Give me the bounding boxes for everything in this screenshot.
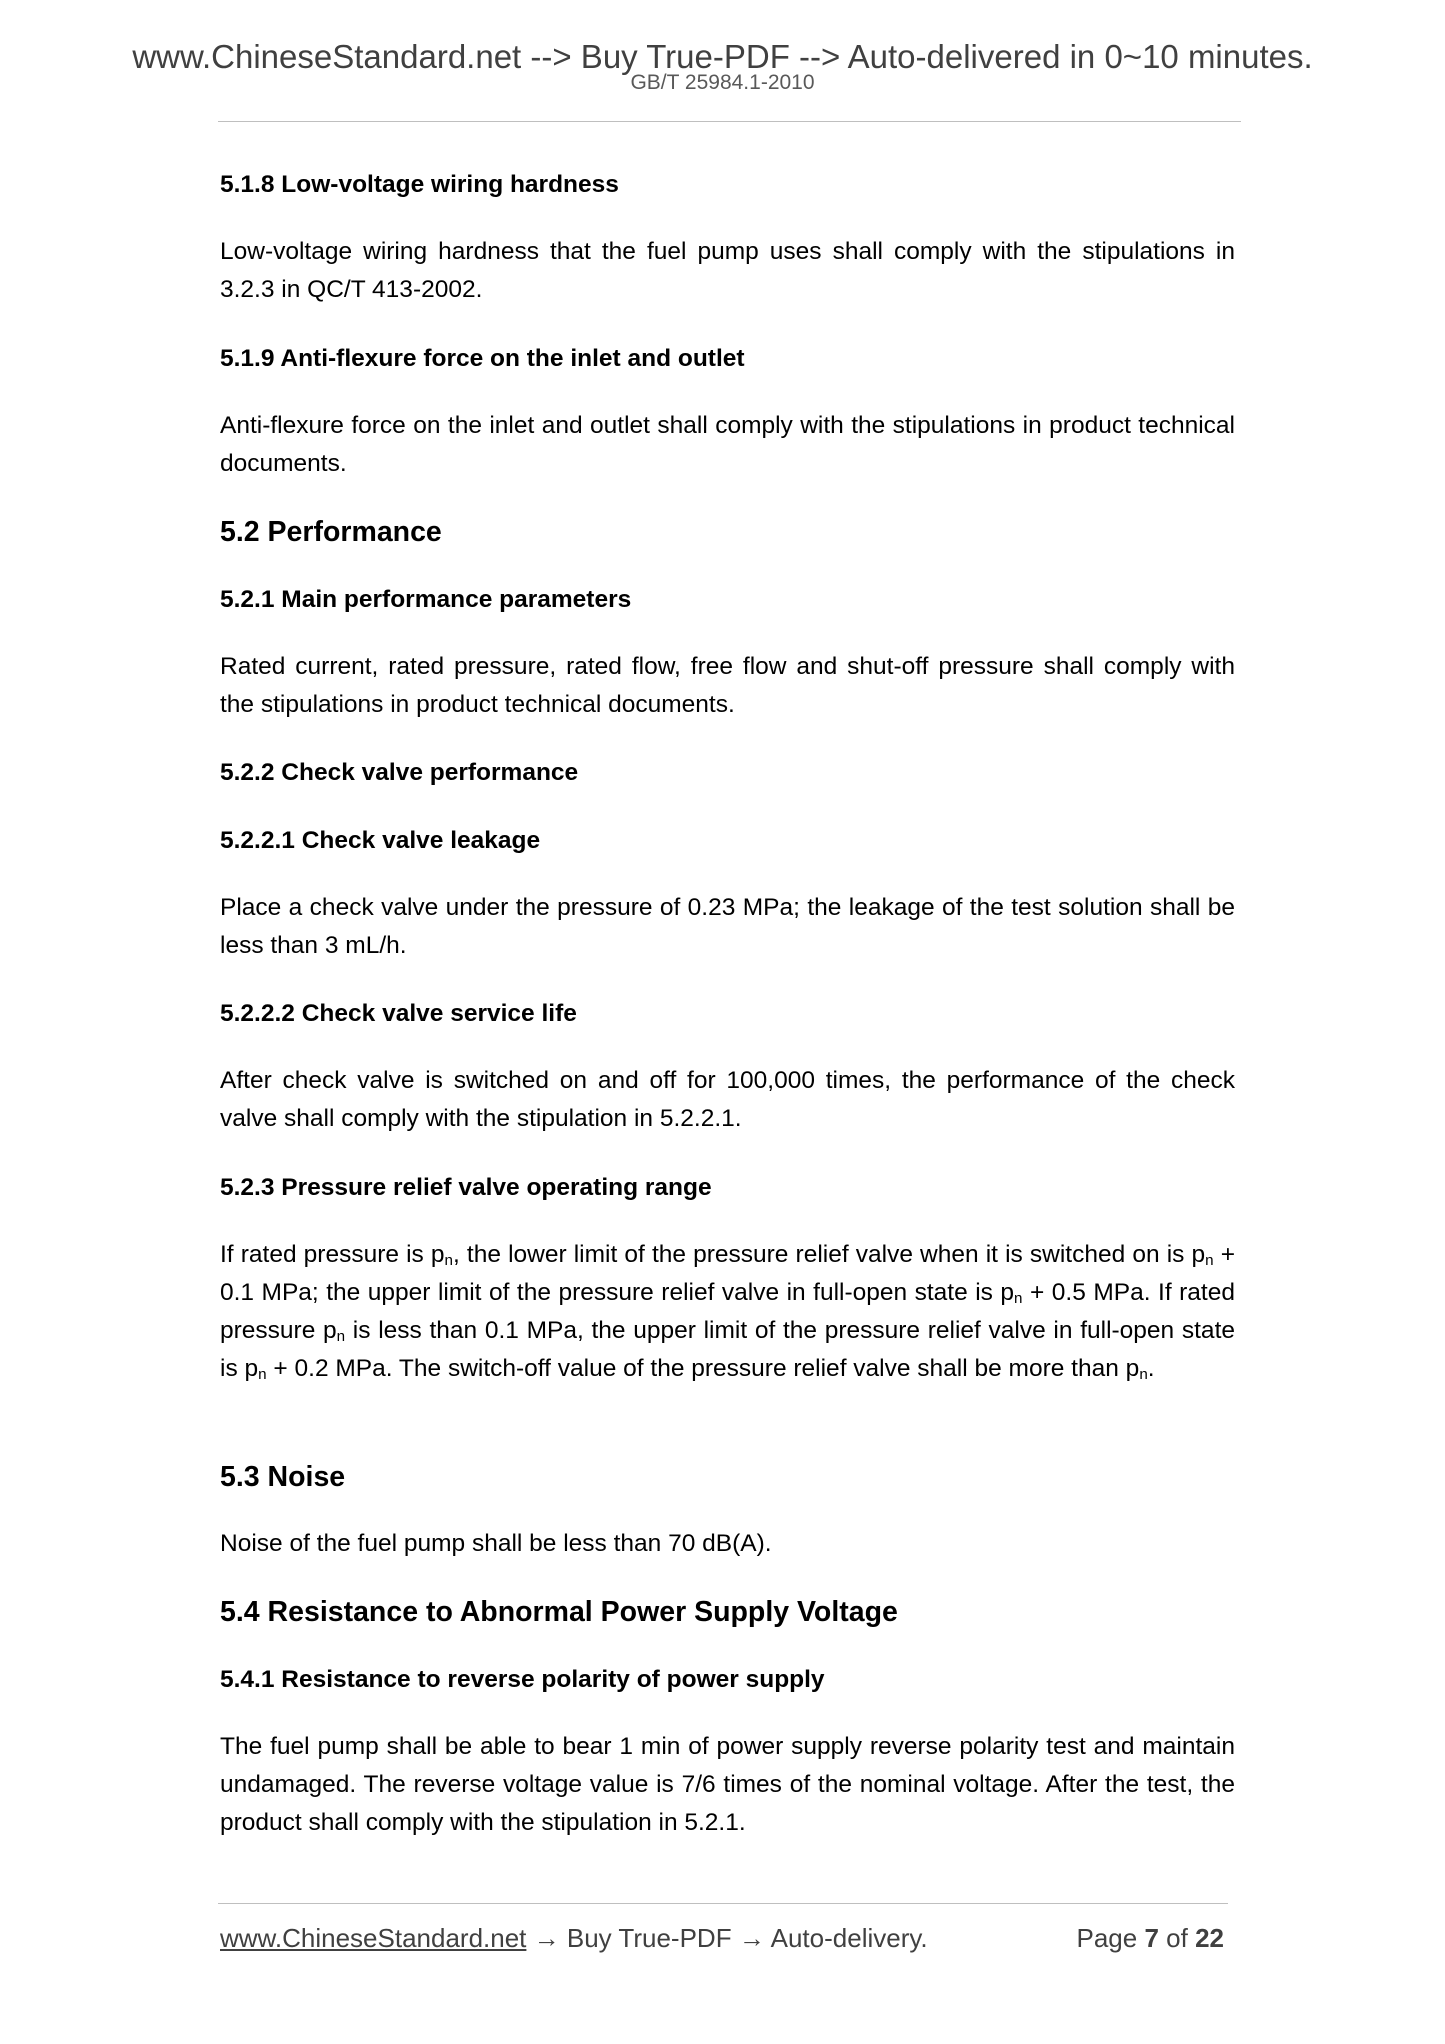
heading-5-2-2: 5.2.2 Check valve performance [220, 759, 579, 786]
paragraph-5-2-3: If rated pressure is $p_n$, the lower limit of the pressure relief valve when it is switched on is $p_n + 0.1$ MPa; the upper limit of the pressure relief valve in full-open state is $p_n + 0.5$ MPa. If rated pressure $p_n$ is less than 0.1 MPa, the upper limit of the pressure relief valve in full-open state is $p_n + 0.2$ MPa. The switch-off value of the pressure relief valve shall be more than $p_n$. [220, 1241, 1235, 1383]
page-number [1076, 1923, 1224, 1954]
paragraph-5-4-1: The fuel pump shall be able to bear 1 min of power supply reverse polarity test and maintain undamaged. The reverse voltage value is 7/6 times of the nominal voltage. After the test, the product shall comply with the stipulation in 5.2.1. [220, 1733, 1235, 1836]
paragraph-5-2-2-1: Place a check valve under the pressure of 0.23 MPa; the leakage of the test solution shall be less than 3 mL/h. [220, 894, 1235, 959]
page-current: 7 [1144, 1923, 1159, 1953]
paragraph-5-2-2-2: After check valve is switched on and off for 100,000 times, the performance of the check valve shall comply with the stipulation in 5.2.2.1. [220, 1067, 1235, 1132]
heading-5-2: 5.2 Performance [220, 516, 442, 548]
arrow-icon: → [738, 1923, 765, 1953]
paragraph-5-3: Noise of the fuel pump shall be less than 70 dB(A). [220, 1530, 772, 1557]
paragraph-5-2-1: Rated current, rated pressure, rated flow, free flow and shut-off pressure shall comply with the stipulations in product technical documents. [220, 653, 1235, 718]
header-divider [218, 121, 1241, 122]
footer-links [220, 1923, 928, 1954]
heading-5-1-8: 5.1.8 Low-voltage wiring hardness [220, 171, 619, 198]
heading-5-2-2-2: 5.2.2.2 Check valve service life [220, 1000, 577, 1027]
paragraph-5-1-8: Low-voltage wiring hardness that the fuel pump uses shall comply with the stipulations in 3.2.3 in QC/T 413-2002. [220, 238, 1235, 303]
heading-5-1-9: 5.1.9 Anti-flexure force on the inlet and outlet [220, 345, 745, 372]
page-of: of [1166, 1923, 1188, 1953]
heading-5-2-2-1: 5.2.2.1 Check valve leakage [220, 827, 541, 854]
heading-5-2-3: 5.2.3 Pressure relief valve operating range [220, 1174, 712, 1201]
heading-5-4: 5.4 Resistance to Abnormal Power Supply Voltage [220, 1596, 898, 1628]
document-code: GB/T 25984.1-2010 [630, 71, 815, 94]
arrow-icon: → [533, 1923, 560, 1953]
heading-5-2-1: 5.2.1 Main performance parameters [220, 586, 632, 613]
heading-5-4-1: 5.4.1 Resistance to reverse polarity of power supply [220, 1666, 825, 1693]
page-total: 22 [1195, 1923, 1224, 1953]
footer-divider [218, 1903, 1228, 1904]
top-banner[interactable]: www.ChineseStandard.net --> Buy True-PDF --> Auto-delivered in 0~10 minutes. [132, 38, 1313, 75]
paragraph-5-1-9: Anti-flexure force on the inlet and outlet shall comply with the stipulations in product technical documents. [220, 412, 1235, 477]
heading-5-3: 5.3 Noise [220, 1461, 346, 1493]
footer-site-link[interactable]: www.ChineseStandard.net [220, 1923, 527, 1953]
footer-delivery-text: Auto-delivery. [770, 1923, 928, 1953]
footer-buy-text: Buy True-PDF [566, 1923, 732, 1953]
page-label: Page [1076, 1923, 1138, 1953]
